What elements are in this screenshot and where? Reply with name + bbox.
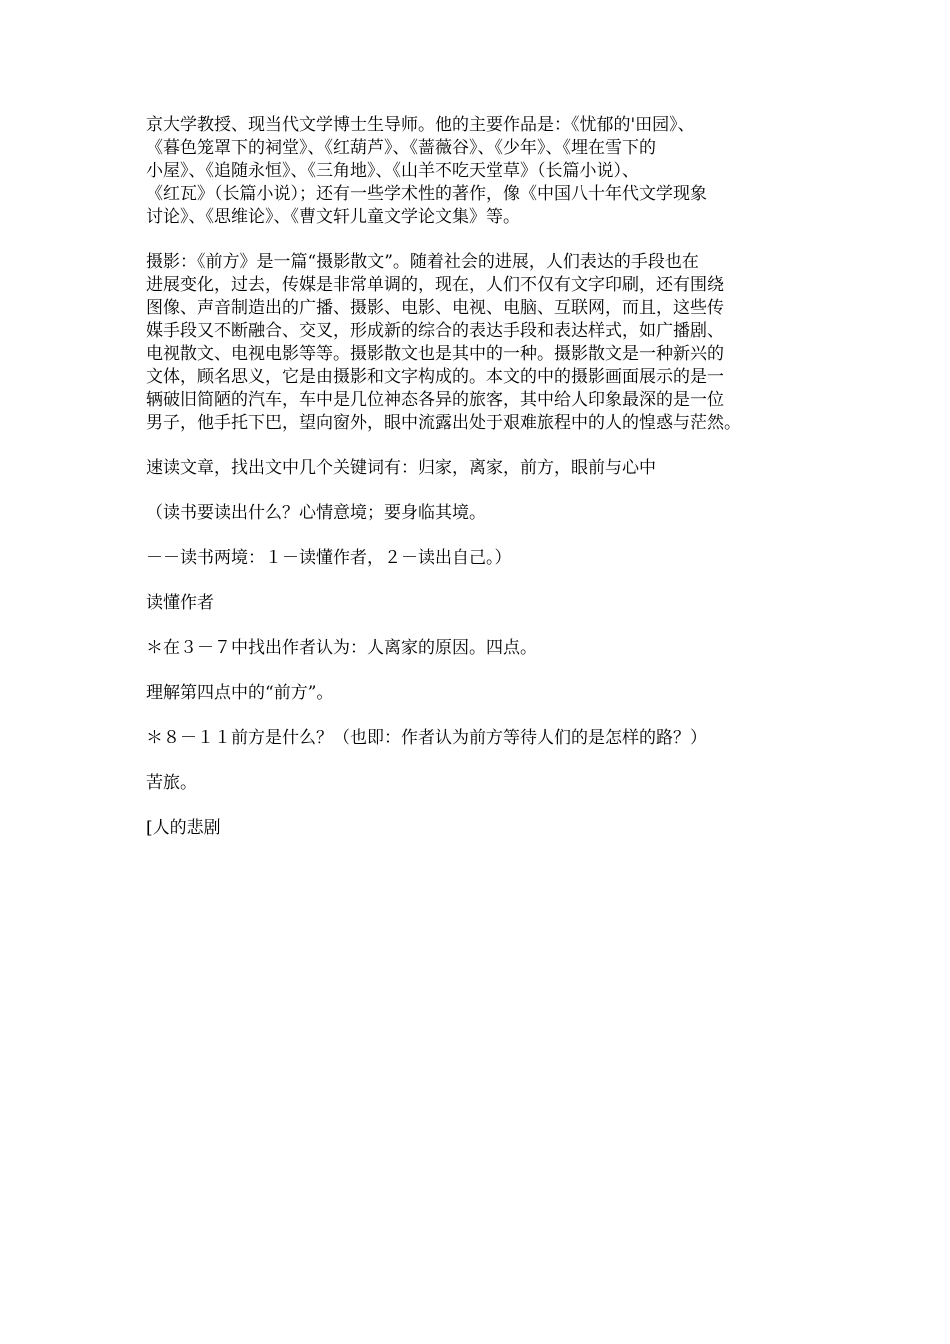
text-line: 辆破旧简陋的汽车，车中是几位神态各异的旅客，其中给人印象最深的是一位 bbox=[146, 390, 724, 410]
text-line: 京大学教授、现当代文学博士生导师。他的主要作品是：《忧郁的'田园》、 bbox=[146, 115, 695, 135]
paragraph-bitter-journey: 苦旅。 bbox=[146, 773, 197, 793]
paragraph-reading-goal: （读书要读出什么？心情意境；要身临其境。 bbox=[146, 503, 486, 523]
text-line: 讨论》、《思维论》、《曹文轩儿童文学论文集》等。 bbox=[146, 207, 520, 227]
text-line: 《红瓦》（长篇小说）；还有一些学术性的著作，像《中国八十年代文学现象 bbox=[146, 184, 707, 204]
text-line: 《暮色笼罩下的祠堂》、《红葫芦》、《蔷薇谷》、《少年》、《埋在雪下的 bbox=[146, 138, 656, 158]
paragraph-human-tragedy: [人的悲剧 bbox=[146, 818, 221, 838]
paragraph-reasons-leaving: ＊在３－７中找出作者认为：人离家的原因。四点。 bbox=[146, 638, 537, 658]
paragraph-two-realms: －－读书两境：１－读懂作者，２－读出自己。） bbox=[146, 548, 512, 568]
text-line: 图像、声音制造出的广播、摄影、电影、电视、电脑、互联网，而且，这些传 bbox=[146, 298, 724, 318]
text-line: 摄影：《前方》是一篇“摄影散文”。随着社会的进展，人们表达的手段也在 bbox=[146, 252, 699, 272]
paragraph-front-meaning: 理解第四点中的“前方”。 bbox=[146, 683, 334, 703]
text-line: 进展变化，过去，传媒是非常单调的，现在，人们不仅有文字印刷，还有围绕 bbox=[146, 275, 724, 295]
text-line: 男子，他手托下巴，望向窗外，眼中流露出处于艰难旅程中的人的惶惑与茫然。 bbox=[146, 413, 741, 433]
paragraph-author-works bbox=[146, 114, 811, 229]
paragraph-understand-author: 读懂作者 bbox=[146, 593, 214, 613]
text-line: 小屋》、《追随永恒》、《三角地》、《山羊不吃天堂草》（长篇小说）、 bbox=[146, 161, 639, 181]
paragraph-question-front: ＊８－１１前方是什么？（也即：作者认为前方等待人们的是怎样的路？） bbox=[146, 728, 707, 748]
paragraph-keywords: 速读文章，找出文中几个关键词有：归家，离家，前方，眼前与心中 bbox=[146, 458, 656, 478]
paragraph-photography bbox=[146, 251, 811, 435]
document-body bbox=[146, 114, 811, 862]
text-line: 电视散文、电视电影等等。摄影散文也是其中的一种。摄影散文是一种新兴的 bbox=[146, 344, 724, 364]
text-line: 文体，顾名思义，它是由摄影和文字构成的。本文的中的摄影画面展示的是一 bbox=[146, 367, 724, 387]
text-line: 媒手段又不断融合、交叉，形成新的综合的表达手段和表达样式，如广播剧、 bbox=[146, 321, 724, 341]
